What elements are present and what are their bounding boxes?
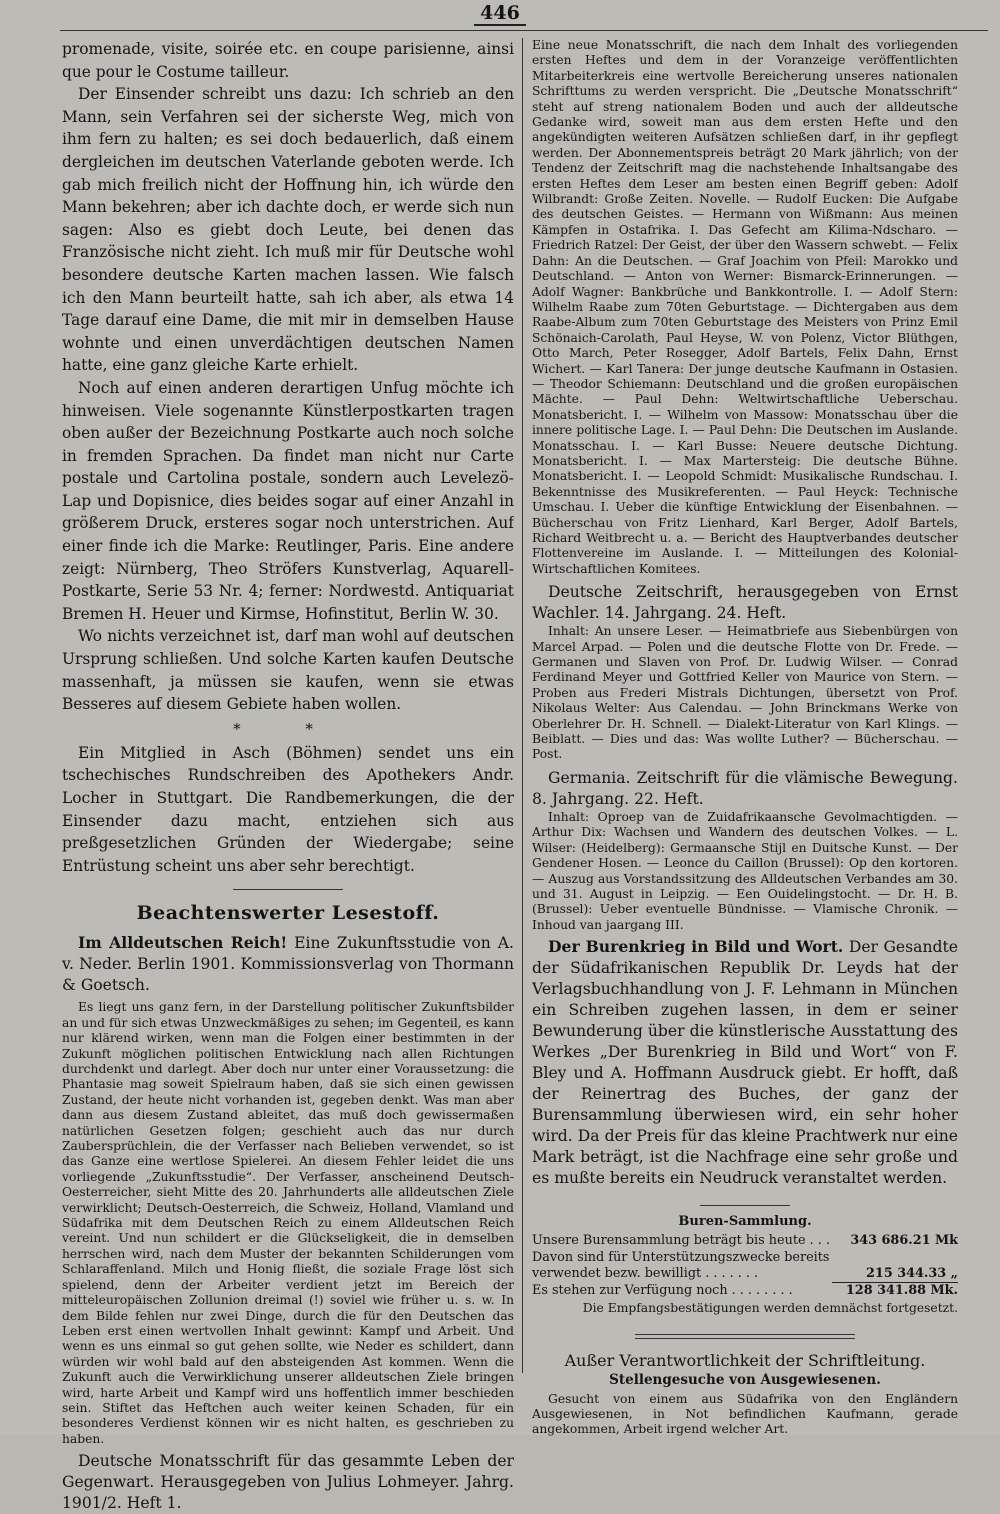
buren-sammlung-table xyxy=(532,1233,958,1300)
paragraph-asch: Ein Mitglied in Asch (Böhmen) sendet uns ein tschechisches Rundschreiben des Apothekers Andr. Locher in Stuttgart. Die Randbemerkungen, die der Einsender dazu macht, entziehen sich aus preßgesetzlichen Gründen der Wiedergabe; seine Entrüstung scheint uns aber sehr berechtigt. xyxy=(62,743,514,875)
row-label: Davon sind für Unterstützungszwecke bereits verwendet bezw. bewilligt . . . . . . . xyxy=(532,1249,830,1282)
row-label: Unsere Burensammlung beträgt bis heute . . . xyxy=(532,1233,830,1249)
review-intro xyxy=(62,932,514,996)
table-row xyxy=(532,1250,958,1283)
column-divider xyxy=(522,38,523,1373)
review-body: Es liegt uns ganz fern, in der Darstellung politischer Zukunftsbilder an und für sich etwas Unzweckmäßiges zu sehen; im Gegenteil, es kann nur klärend wirken, wenn man die Folgen einer bestimmten in der Zukunft möglichen politischen Entwicklung nach allen Richtungen durchdenkt und darlegt. Aber doch nur unter einer Voraussetzung: die Phantasie mag soweit Spielraum haben, daß sie sich einen gewissen Zustand, der heute nicht vorhanden ist, gegeben denkt. Was man aber dann aus diesem Zustand ableitet, das muß doch gewissermaßen natürlichen Gesetzen folgen; geschieht auch das nur durch Zaubersprüchlein, die der Verfasser nach Belieben verwendet, so ist das Ganze eine wertlose Spielerei. An diesem Fehler leidet die uns vorliegende „Zukunftsstudie“. Der Verfasser, anscheinend Deutsch-Oesterreicher, sieht Mitte des 20. Jahrhunderts alle alldeutschen Ziele verwirklicht; Deutsch-Oesterreich, die Schweiz, Holland, Vlamland und Südafrika mit dem Deutschen Reich zu einem Alldeutschen Reich vereint. Und nun schildert er die Glückseligkeit, die in demselben herrschen wird, nach dem Muster der bekannten Schilderungen vom Schlaraffenland. Milch und Honig fließt, die soziale Frage löst sich spielend, denn der Arbeiter verdient jetzt im Bereich der mitteleuropäischen Zollunion dreimal (!) soviel wie früher u. s. w. In dem Bilde fehlen nur zwei Dinge, durch die für den Deutschen das Leben erst einen wertvollen Inhalt gewinnt: Kampf und Arbeit. Und wenn es uns einmal so gut gehen sollte, wie Neder es schildert, dann würden wir wohl bald auf den absteigenden Ast kommen. Wenn die Zukunft auch die Verwirklichung unserer alldeutschen Ziele bringen wird, harte Arbeit und Kampf wird uns hoffentlich immer beschieden sein. Stiftet das Heftchen auch weiter keinen Schaden, für ein besonderes Verdienst können wir es nicht halten, es geschrieben zu haben. xyxy=(62,1000,514,1446)
stellengesuch-text: Gesucht von einem aus Südafrika von den Engländern Ausgewiesenen, in Not befindlichen Kaufmann, gerade angekommen, Arbeit irgend welcher Art. xyxy=(532,1391,958,1437)
right-column xyxy=(532,38,958,1438)
table-row xyxy=(532,1283,958,1300)
review-publication: Eine Zukunftsstudie von A. v. Neder. Berlin 1901. Kommissionsverlag von Thormann & Goetsch. xyxy=(62,934,514,995)
monatsschrift-title: Deutsche Monatsschrift für das gesammte Leben der Gegenwart. Herausgegeben von Julius Lohmeyer. Jahrg. 1901/2. Heft 1. xyxy=(62,1452,514,1513)
paragraph-einsender: Der Einsender schreibt uns dazu: Ich schrieb an den Mann, sein Verfahren sei der sicherste Weg, mich von ihm fern zu halten; es sei doch bedauerlich, daß einem dergleichen im deutschen Vaterlande geboten werde. Ich gab mich freilich nicht der Hoffnung hin, ich würde den Mann bekehren; aber ich dachte doch, er werde sich nun sagen: Also es giebt doch Leute, bei denen das Französische nicht zieht. Ich muß mir für Deutsche wohl besondere deutsche Karten machen lassen. Wie falsch ich den Mann beurteilt hatte, sah ich aber, als etwa 14 Tage darauf eine Dame, die mit mir in demselben Hause wohnte und einen unverdächtigen deutschen Namen hatte, eine ganz gleiche Karte erhielt. xyxy=(62,85,514,375)
deutsche-zeitschrift-contents: Inhalt: An unsere Leser. — Heimatbriefe aus Siebenbürgen von Marcel Arpad. — Polen und die deutsche Flotte von Dr. Frede. — Germanen und Slaven von Prof. Dr. Ludwig Wilser. — Conrad Ferdinand Meyer und Gottfried Keller von Maurice von Stern. — Proben aus Frederi Mistrals Dichtungen, übersetzt von Prof. Nikolaus Welter: Aus Calendau. — John Brinckmans Werke von Oberlehrer Dr. H. Schnell. — Dialekt-Literatur von Karl Klings. — Beiblatt. — Dies und das: Was wollte Luther? — Bücherschau. — Post. xyxy=(532,624,958,762)
deutsche-zeitschrift-title: Deutsche Zeitschrift, herausgegeben von Ernst Wachler. 14. Jahrgang. 24. Heft. xyxy=(532,583,958,623)
section-rule xyxy=(233,889,343,890)
burenkrieg-paragraph xyxy=(532,936,958,1189)
paragraph-postkarten: Noch auf einen anderen derartigen Unfug möchte ich hinweisen. Viele sogenannte Künstlerpostkarten tragen oben außer der Bezeichnung Postkarte auch noch solche in fremden Sprachen. Da findet man nicht nur Carte postale und Cartolina postale, sondern auch Levelezö-Lap und Dopisnice, dies beides sogar auf einer Anzahl in größerem Druck, ersteres sogar noch unterstrichen. Auf einer finde ich die Marke: Reutlinger, Paris. Eine andere zeigt: Nürnberg, Theo Ströfers Kunstverlag, Aquarell-Postkarte, Serie 53 Nr. 4; ferner: Nordwestd. Antiquariat Bremen H. Heuer und Kirmse, Hofinstitut, Berlin W. 30. xyxy=(62,378,514,623)
header-rule xyxy=(60,30,988,31)
left-column xyxy=(62,38,514,1514)
germania-title: Germania. Zeitschrift für die vlämische Bewegung. 8. Jahrgang. 22. Heft. xyxy=(532,768,958,808)
row-value: 215 344.33 „ xyxy=(832,1250,958,1283)
table-row xyxy=(532,1233,958,1250)
stellengesuche-heading: Stellengesuche von Ausgewiesenen. xyxy=(609,1371,881,1388)
ausser-verantwortlichkeit-heading: Außer Verantwortlichkeit der Schriftleitung. xyxy=(564,1350,926,1370)
germania-contents: Inhalt: Oproep van de Zuidafrikaansche Gevolmachtigden. — Arthur Dix: Wachsen und Wandern des deutschen Volkes. — L. Wilser: (Heidelberg): Germaansche Stijl en Duitsche Kunst. — Der Gendener Hosen. — Leonce du Caillon (Brussel): Op den kortoren. — Auszug aus Vorstandssitzung des Alldeutschen Verbandes am 30. und 31. August in Leipzig. — Een Ouidelingstocht. — Dr. H. B. (Brussel): Ueber eventuelle Bündnisse. — Vlamische Chronik. — Inhoud van jaargang III. xyxy=(532,809,958,932)
paragraph-promenade: promenade, visite, soirée etc. en coupe parisienne, ainsi que pour le Costume tailleur. xyxy=(62,40,514,81)
row-value: 128 341.88 Mk. xyxy=(845,1283,958,1299)
section-heading-lesestoff: Beachtenswerter Lesestoff. xyxy=(136,902,440,925)
burenkrieg-body: Der Gesandte der Südafrikanischen Republik Dr. Leyds hat der Verlagsbuchhandlung von J. F. Lehmann in München ein Schreiben zugehen lassen, in dem er seiner Bewunderung über die künstlerische Ausstattung des Werkes „Der Burenkrieg in Bild und Wort“ von F. Bley und A. Hoffmann Ausdruck giebt. Er hofft, daß der Reinertrag des Buches, der ganz der Burensammlung überwiesen wird, ein sehr hoher wird. Da der Preis für das kleine Prachtwerk nur eine Mark beträgt, ist die Nachfrage eine sehr große und es mußte bereits ein Neudruck veranstaltet werden. xyxy=(532,938,958,1188)
burenkrieg-title: Der Burenkrieg in Bild und Wort. xyxy=(548,937,844,957)
section-stars: * * xyxy=(233,719,343,738)
row-label: Es stehen zur Verfügung noch . . . . . . . . xyxy=(532,1283,793,1299)
review-title: Im Alldeutschen Reich! xyxy=(78,933,288,953)
monatsschrift-review: Eine neue Monatsschrift, die nach dem Inhalt des vorliegenden ersten Heftes und dem in der Voranzeige veröffentlichten Mitarbeiterkreis eine wertvolle Bereicherung unseres nationalen Schrifttums zu werden verspricht. Die „Deutsche Monatsschrift“ steht auf streng nationalem Boden und auch der alldeutsche Gedanke wird, soweit man aus dem ersten Hefte und den angekündigten weiteren Aufsätzen schließen darf, in ihr gepflegt werden. Der Abonnementspreis beträgt 20 Mark jährlich; von der Tendenz der Zeitschrift mag die nachstehende Inhaltsangabe des ersten Heftes dem Leser am besten einen Begriff geben: Adolf Wilbrandt: Große Zeiten. Novelle. — Rudolf Eucken: Die Aufgabe des deutschen Geistes. — Hermann von Wißmann: Aus meinen Kämpfen in Ostafrika. I. Das Gefecht am Kilima-Ndscharo. — Friedrich Ratzel: Der Geist, der über den Wassern schwebt. — Felix Dahn: An die Deutschen. — Graf Joachim von Pfeil: Marokko und Deutschland. — Anton von Werner: Bismarck-Erinnerungen. — Adolf Wagner: Bankbrüche und Bankkontrolle. I. — Adolf Stern: Wilhelm Raabe zum 70ten Geburtstage. — Dichtergaben aus dem Raabe-Album zum 70ten Geburtstage des Meisters von Prinz Emil Schönaich-Carolath, Paul Heyse, W. von Polenz, Victor Blüthgen, Otto March, Peter Rosegger, Adolf Bartels, Felix Dahn, Ernst Wichert. — Karl Tanera: Der junge deutsche Kaufmann in Ostasien. — Theodor Schiemann: Deutschland und die großen europäischen Mächte. — Paul Dehn: Weltwirtschaftliche Ueberschau. Monatsbericht. I. — Wilhelm von Massow: Monatsschau über die innere politische Lage. I. — Paul Dehn: Die Deutschen im Auslande. Monatsschau. I. — Karl Busse: Neuere deutsche Dichtung. Monatsbericht. I. — Max Martersteig: Die deutsche Bühne. Monatsbericht. I. — Leopold Schmidt: Musikalische Rundschau. I. Bekenntnisse des Musikreferenten. — Paul Heyck: Technische Umschau. I. Ueber die künftige Entwicklung der Eisenbahnen. — Bücherschau von Fritz Lienhard, Karl Berger, Adolf Bartels, Richard Weitbrecht u. a. — Bericht des Hauptverbandes deutscher Flottenvereine im Auslande. I. — Mitteilungen des Kolonial-Wirtschaftlichen Komitees. xyxy=(532,38,958,576)
double-rule xyxy=(635,1334,855,1339)
paragraph-ursprung: Wo nichts verzeichnet ist, darf man wohl auf deutschen Ursprung schließen. Und solche Karten kaufen Deutsche massenhaft, ja müssen sie kaufen, wenn sie etwas Besseres auf diesem Gebiete haben wollen. xyxy=(62,627,514,714)
sammlung-note: Die Empfangsbestätigungen werden demnächst fortgesetzt. xyxy=(582,1300,958,1315)
page-number: 446 xyxy=(0,2,1000,26)
sammlung-rule xyxy=(700,1205,790,1206)
row-value: 343 686.21 Mk xyxy=(850,1233,958,1249)
buren-sammlung-title: Buren-Sammlung. xyxy=(678,1214,812,1230)
